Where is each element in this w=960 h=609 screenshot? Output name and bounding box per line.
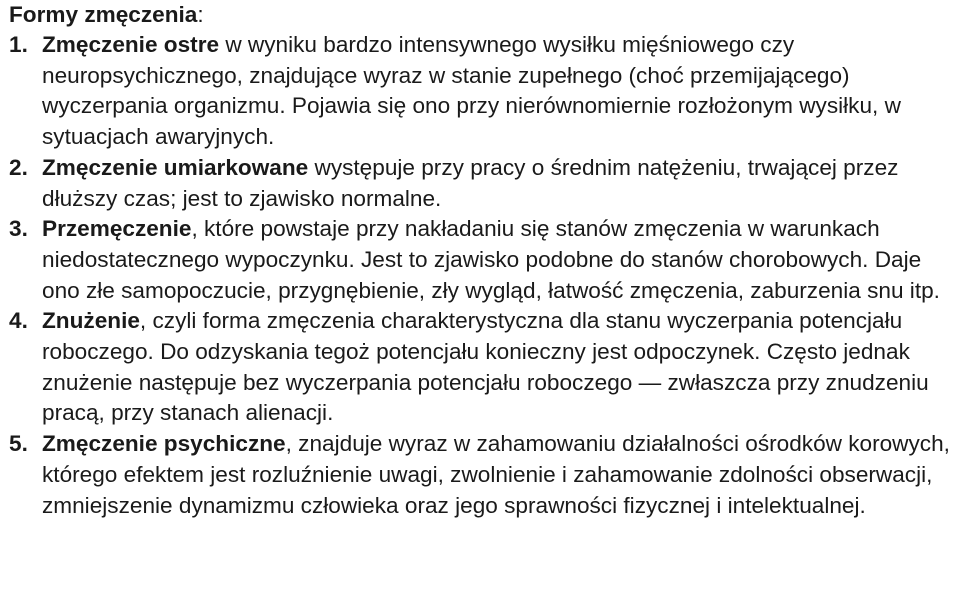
list-item-term: Przemęczenie (42, 216, 192, 242)
page-title (9, 0, 952, 30)
list-item-text: , znajduje wyraz w zahamowaniu działalności ośrodków korowych, którego efektem jest rozluźnienie uwagi, zwolnienie i zahamowanie zdolności obserwacji, zmniejszenie dynamizmu człowieka oraz jego sprawności fizycznej i intelektualnej. (42, 431, 950, 518)
list-item (9, 306, 952, 429)
list-item (9, 30, 952, 153)
list-item (9, 153, 952, 214)
list-item-number: 3. (9, 216, 28, 242)
list-item-number: 2. (9, 154, 28, 180)
list-item-term: Zmęczenie psychiczne (42, 431, 286, 457)
list-item-number: 4. (9, 308, 28, 334)
list-item-term: Znużenie (42, 308, 140, 334)
list-item-text: , czyli forma zmęczenia charakterystyczna dla stanu wyczerpania potencjału roboczego. Do odzyskania tegoż potencjału konieczny jest odpoczynek. Często jednak znużenie następuje bez wyczerpania potencjału roboczego — zwłaszcza przy znudzeniu pracą, przy stanach alienacji. (42, 308, 929, 426)
list-item-text: , które powstaje przy nakładaniu się stanów zmęczenia w warunkach niedostatecznego wypoczynku. Jest to zjawisko podobne do stanów chorobowych. Daje ono złe samopoczucie, przygnębienie, zły wygląd, łatwość zmęczenia, zaburzenia snu itp. (42, 216, 940, 303)
fatigue-forms-list (9, 30, 952, 521)
page-title-label: Formy zmęczenia (9, 2, 198, 27)
list-item-number: 5. (9, 431, 28, 457)
list-item-number: 1. (9, 32, 28, 57)
list-item (9, 214, 952, 306)
list-item-term: Zmęczenie umiarkowane (42, 154, 309, 180)
list-item-term: Zmęczenie ostre (42, 32, 220, 57)
list-item-text: w wyniku bardzo intensywnego wysiłku mięśniowego czy neuropsychicznego, znajdujące wyraz w stanie zupełnego (choć przemijającego) wyczerpania organizmu. Pojawia się ono przy nierównomiernie rozłożonym wysiłku, w sytuacjach awaryjnych. (42, 32, 901, 150)
list-item-text: występuje przy pracy o średnim natężeniu, trwającej przez dłuższy czas; jest to zjawisko normalne. (42, 154, 899, 211)
page-title-colon: : (197, 2, 204, 27)
list-item (9, 429, 952, 521)
